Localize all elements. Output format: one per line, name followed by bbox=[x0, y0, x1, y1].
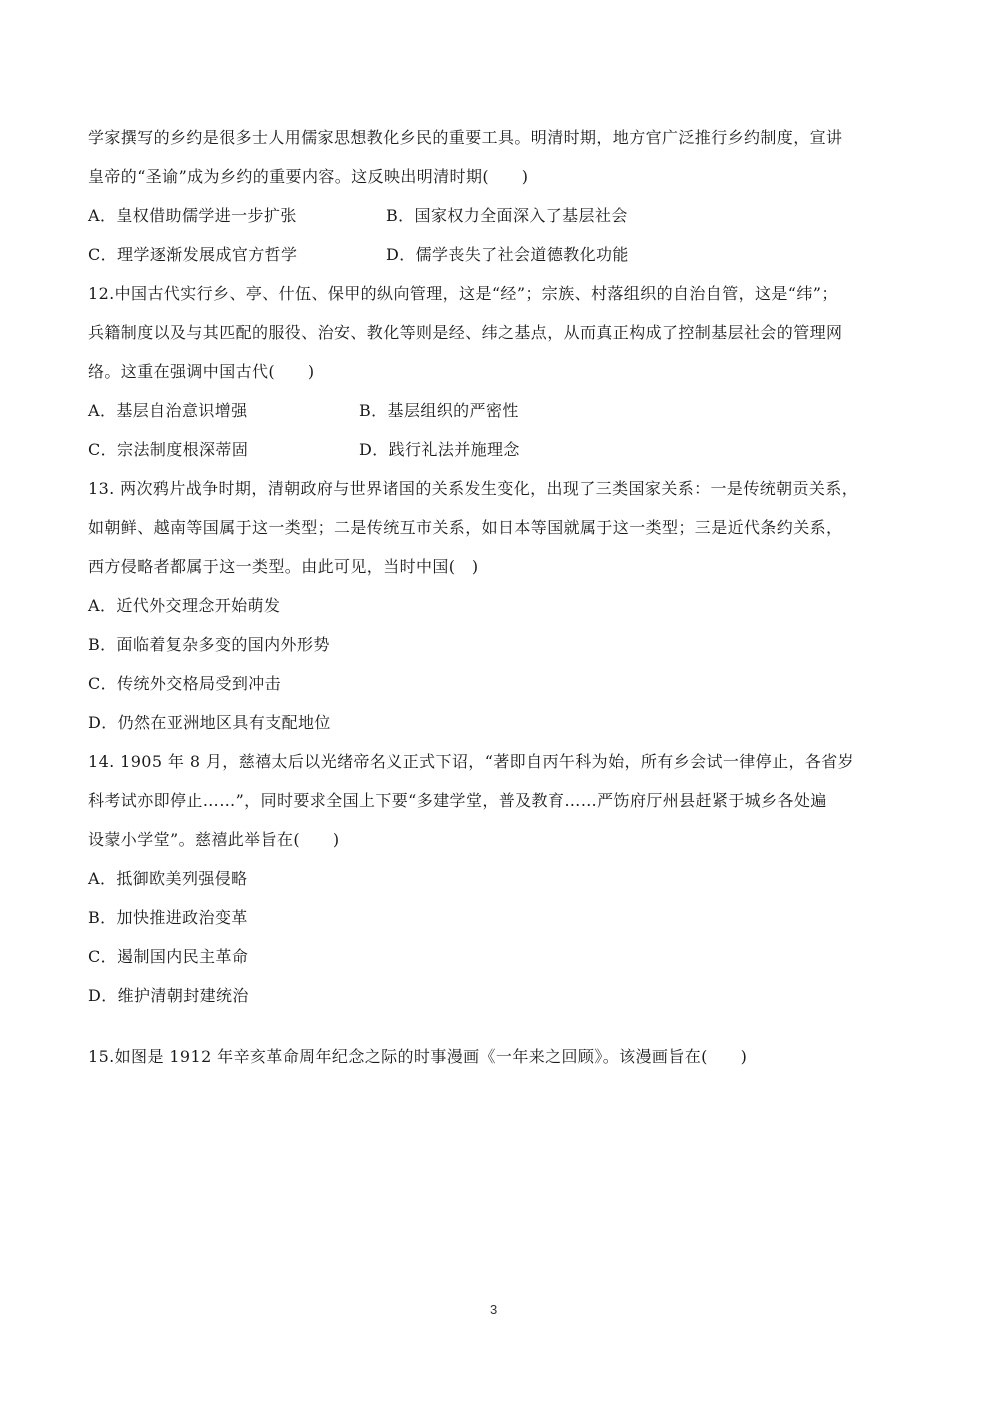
page-number: 3 bbox=[490, 1302, 498, 1317]
q12-option-a[interactable]: A．基层自治意识增强 bbox=[88, 401, 248, 420]
q14-stem-line-3: 设蒙小学堂”。慈禧此举旨在( ) bbox=[88, 830, 340, 849]
q13-option-b[interactable]: B．面临着复杂多变的国内外形势 bbox=[88, 635, 330, 654]
q11-stem-line-2: 皇帝的“圣谕”成为乡约的重要内容。这反映出明清时期( ) bbox=[88, 167, 529, 186]
q14-stem-line-2: 科考试亦即停止……”，同时要求全国上下要“多建学堂，普及教育……严饬府厅州县赶紧于城乡各处遍 bbox=[88, 791, 827, 810]
q11-option-a[interactable]: A．皇权借助儒学进一步扩张 bbox=[88, 206, 297, 225]
q14-option-b[interactable]: B．加快推进政治变革 bbox=[88, 908, 248, 927]
q12-stem-line-3: 络。这重在强调中国古代( ) bbox=[88, 362, 315, 381]
q11-option-c[interactable]: C．理学逐渐发展成官方哲学 bbox=[88, 245, 298, 264]
q12-stem-line-1: 12.中国古代实行乡、亭、什伍、保甲的纵向管理，这是“经”；宗族、村落组织的自治自管，这是“纬”； bbox=[88, 284, 838, 303]
q11-option-b[interactable]: B．国家权力全面深入了基层社会 bbox=[386, 206, 628, 225]
q13-stem-line-3: 西方侵略者都属于这一类型。由此可见，当时中国( ) bbox=[88, 557, 479, 576]
q13-option-c[interactable]: C．传统外交格局受到冲击 bbox=[88, 674, 282, 693]
q12-option-c[interactable]: C．宗法制度根深蒂固 bbox=[88, 440, 249, 459]
q11-option-d[interactable]: D．儒学丧失了社会道德教化功能 bbox=[386, 245, 629, 264]
q13-stem-line-2: 如朝鲜、越南等国属于这一类型；二是传统互市关系，如日本等国就属于这一类型；三是近代条约关系， bbox=[88, 518, 843, 537]
q12-option-b[interactable]: B．基层组织的严密性 bbox=[359, 401, 519, 420]
q14-option-d[interactable]: D．维护清朝封建统治 bbox=[88, 986, 249, 1005]
q13-option-d[interactable]: D．仍然在亚洲地区具有支配地位 bbox=[88, 713, 331, 732]
q12-option-d[interactable]: D．践行礼法并施理念 bbox=[359, 440, 520, 459]
q15-stem: 15.如图是 1912 年辛亥革命周年纪念之际的时事漫画《一年来之回顾》。该漫画旨在( ) bbox=[88, 1047, 748, 1066]
q14-option-c[interactable]: C．遏制国内民主革命 bbox=[88, 947, 249, 966]
q14-stem-line-1: 14. 1905 年 8 月，慈禧太后以光绪帝名义正式下诏，“著即自丙午科为始，所有乡会试一律停止，各省岁 bbox=[88, 752, 855, 771]
q13-option-a[interactable]: A．近代外交理念开始萌发 bbox=[88, 596, 281, 615]
q12-stem-line-2: 兵籍制度以及与其匹配的服役、治安、教化等则是经、纬之基点，从而真正构成了控制基层社会的管理网 bbox=[88, 323, 843, 342]
q13-stem-line-1: 13. 两次鸦片战争时期，清朝政府与世界诸国的关系发生变化，出现了三类国家关系：一是传统朝贡关系， bbox=[88, 479, 859, 498]
q14-option-a[interactable]: A．抵御欧美列强侵略 bbox=[88, 869, 248, 888]
q11-stem-line-1: 学家撰写的乡约是很多士人用儒家思想教化乡民的重要工具。明清时期，地方官广泛推行乡约制度，宣讲 bbox=[88, 128, 843, 147]
